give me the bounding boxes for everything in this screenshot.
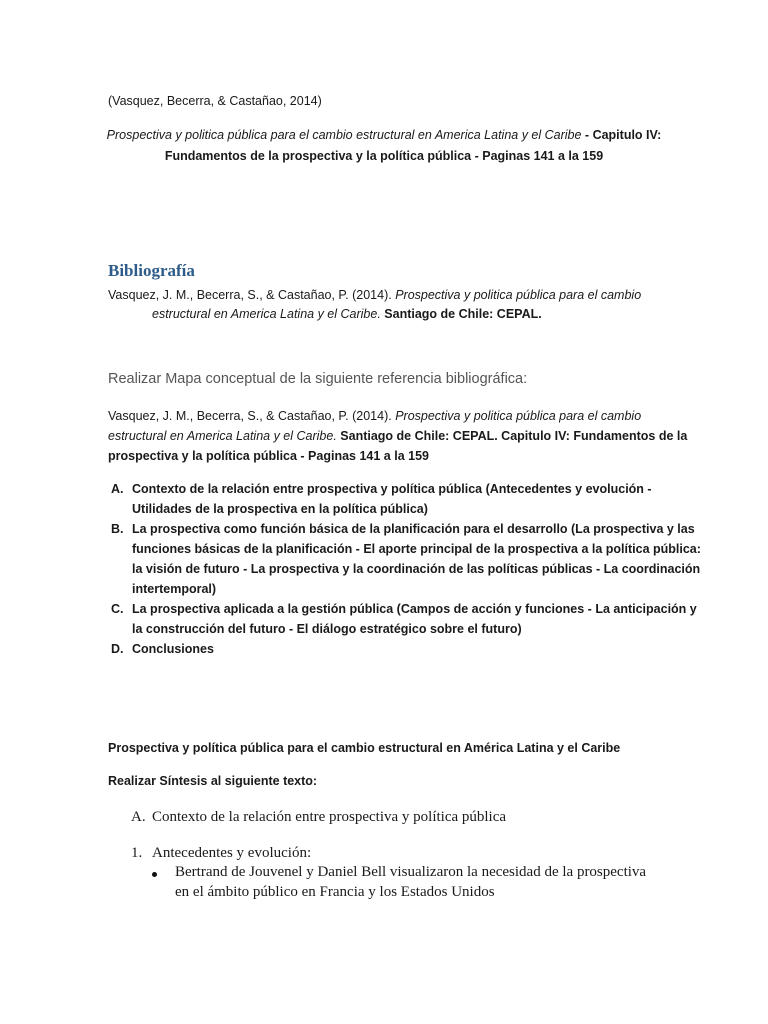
list-item-b-line-1: La prospectiva como función básica de la planificación para el desarrollo (La prospectiva y las <box>132 522 695 536</box>
ref-title-2: estructural en America Latina y el Caribe. <box>108 429 337 443</box>
bib-publisher: Santiago de Chile: CEPAL. <box>380 307 542 321</box>
bib-title-1: Prospectiva y politica pública para el cambio <box>395 288 642 302</box>
ref-authors: Vasquez, J. M., Becerra, S., & Castañao, P. (2014). <box>108 409 396 423</box>
ref-title-1: Prospectiva y politica pública para el cambio <box>395 409 642 423</box>
task1-ref-line-1 <box>108 406 641 426</box>
list-item-c-line-1: La prospectiva aplicada a la gestión pública (Campos de acción y funciones - La anticipación y <box>132 602 697 616</box>
bibliography-entry-line-2 <box>152 304 542 324</box>
subsection-number: 1. <box>131 845 143 861</box>
list-item-a-line-2: Utilidades de la prospectiva en la política pública) <box>132 502 428 516</box>
task1-heading: Realizar Mapa conceptual de la siguiente referencia bibliográfica: <box>108 371 528 387</box>
bullet-line-2: en el ámbito público en Francia y los Estados Unidos <box>175 884 495 900</box>
subsection-title: Antecedentes y evolución: <box>152 845 312 861</box>
list-item-c-line-2: la construcción del futuro - El diálogo estratégico sobre el futuro) <box>132 622 522 636</box>
list-item-d-line-1: Conclusiones <box>132 642 214 656</box>
list-item-a-line-1: Contexto de la relación entre prospectiva y política pública (Antecedentes y evolución - <box>132 482 652 496</box>
section-a-title: Contexto de la relación entre prospectiva y política pública <box>152 809 507 825</box>
ref-rest-2: Santiago de Chile: CEPAL. Capitulo IV: Fundamentos de la <box>336 429 688 443</box>
task1-ref-line-2 <box>108 426 687 446</box>
task2-heading: Realizar Síntesis al siguiente texto: <box>108 774 318 788</box>
list-item-d-letter: D. <box>111 642 124 656</box>
bibliography-entry-line-1 <box>108 285 641 305</box>
list-item-c-letter: C. <box>111 602 124 616</box>
bib-authors: Vasquez, J. M., Becerra, S., & Castañao, P. (2014). <box>108 288 396 302</box>
bullet-line-1: Bertrand de Jouvenel y Daniel Bell visualizaron la necesidad de la prospectiva <box>175 864 647 880</box>
section-a-letter: A. <box>131 809 146 825</box>
list-item-b-letter: B. <box>111 522 124 536</box>
title-line-2: Fundamentos de la prospectiva y la política pública - Paginas 141 a la 159 <box>164 149 604 163</box>
bullet-icon <box>152 872 157 877</box>
list-item-a-letter: A. <box>111 482 124 496</box>
citation-short: (Vasquez, Becerra, & Castañao, 2014) <box>108 94 322 108</box>
task2-title: Prospectiva y política pública para el cambio estructural en América Latina y el Caribe <box>108 741 621 755</box>
list-item-b-line-3: la visión de futuro - La prospectiva y la coordinación de las políticas públicas - La coordinación <box>132 562 701 576</box>
list-item-b-line-4: intertemporal) <box>132 582 217 596</box>
list-item-b-line-2: funciones básicas de la planificación - El aporte principal de la prospectiva a la política pública: <box>132 542 701 556</box>
task1-ref-line-3: prospectiva y la política pública - Paginas 141 a la 159 <box>108 449 429 463</box>
title-italic: Prospectiva y politica pública para el cambio estructural en America Latina y el Caribe <box>106 128 582 142</box>
title-chapter: Capitulo IV: <box>592 128 662 142</box>
bib-title-2: estructural en America Latina y el Caribe. <box>152 307 381 321</box>
title-line-1 <box>0 125 768 145</box>
title-sep: - <box>581 128 593 142</box>
bibliography-heading: Bibliografía <box>108 261 195 280</box>
